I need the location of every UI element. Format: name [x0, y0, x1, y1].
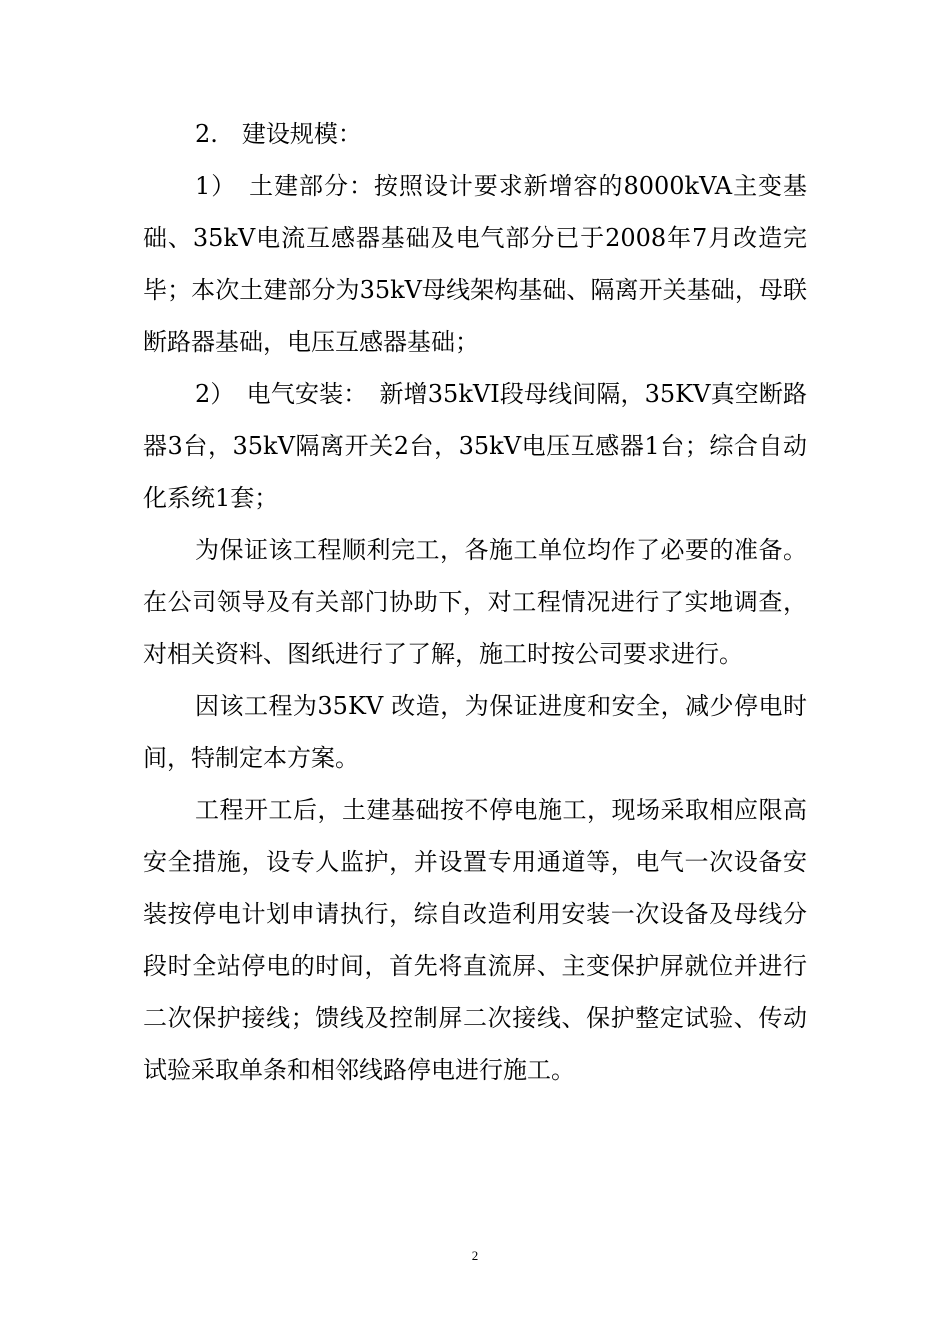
paragraph-construction-plan: 工程开工后，土建基础按不停电施工，现场采取相应限高安全措施，设专人监护，并设置专用通道等，电气一次设备安装按停电计划申请执行，综自改造利用安装一次设备及母线分段时全站停电的时间，首先将直流屏、主变保护屏就位并进行二次保护接线；馈线及控制屏二次接线、保护整定试验、传动试验采取单条和相邻线路停电进行施工。 — [143, 796, 807, 1084]
page-number: 2 — [471, 1248, 479, 1263]
paragraph-preparation: 为保证该工程顺利完工，各施工单位均作了必要的准备。在公司领导及有关部门协助下，对工程情况进行了实地调查，对相关资料、图纸进行了了解，施工时按公司要求进行。 — [143, 536, 807, 668]
paragraph-civil-works: 1） 土建部分：按照设计要求新增容的8000kVA主变基础、35kV电流互感器基础及电气部分已于2008年7月改造完毕；本次土建部分为35kV母线架构基础、隔离开关基础，母联断路器基础，电压互感器基础； — [143, 172, 807, 356]
document-body — [143, 108, 807, 1096]
section-heading: 2. 建设规模： — [195, 120, 362, 148]
paragraph-electrical-installation: 2） 电气安装： 新增35kVI段母线间隔，35KV真空断路器3台，35kV隔离开关2台，35kV电压互感器1台；综合自动化系统1套； — [143, 380, 807, 512]
paragraph-purpose: 因该工程为35KV 改造，为保证进度和安全，减少停电时间，特制定本方案。 — [143, 692, 807, 772]
